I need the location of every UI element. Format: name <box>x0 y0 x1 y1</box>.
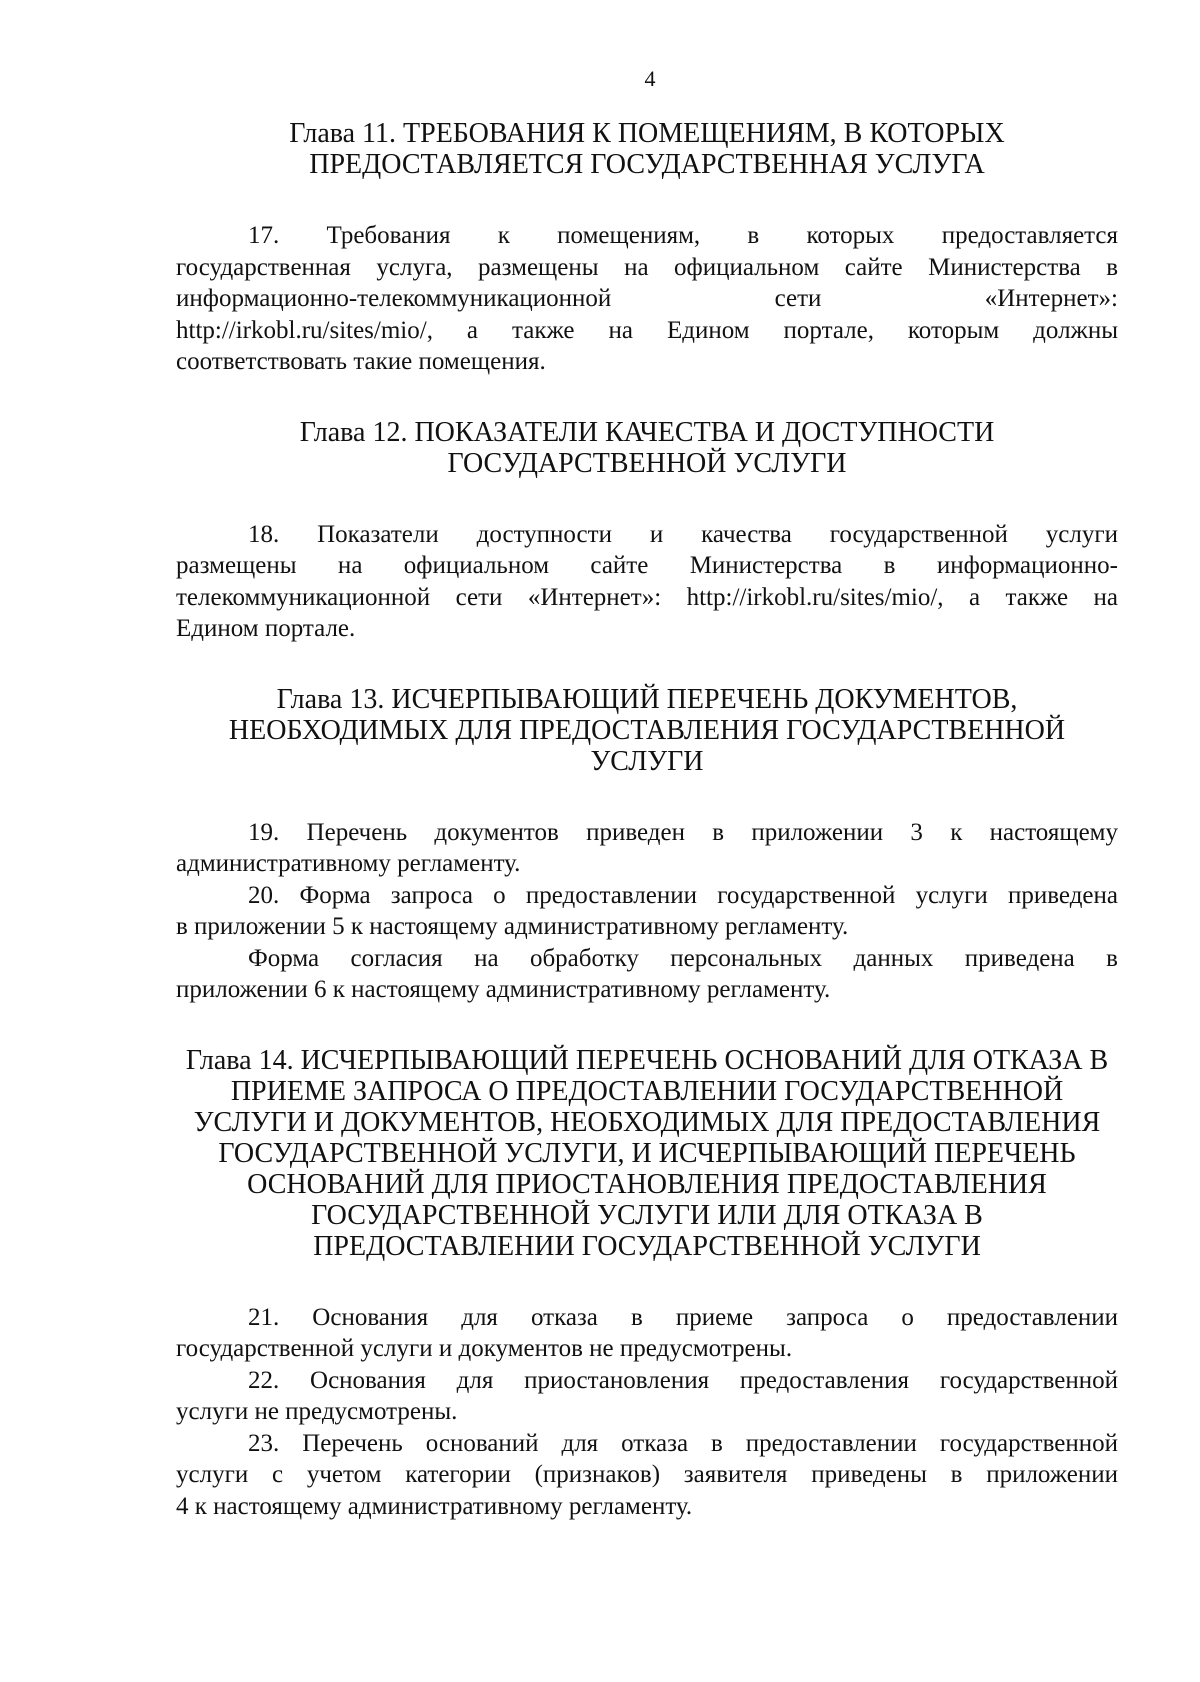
chapter-heading-line: Глава 14. ИСЧЕРПЫВАЮЩИЙ ПЕРЕЧЕНЬ ОСНОВАНИЙ ДЛЯ ОТКАЗА В <box>185 1044 1109 1076</box>
chapter-heading-line: ГОСУДАРСТВЕННОЙ УСЛУГИ <box>447 447 847 479</box>
paragraph-line: в приложении 5 к настоящему административному регламенту. <box>176 913 849 940</box>
document-body <box>176 118 1118 1522</box>
paragraph-17 <box>176 220 1118 378</box>
chapter-heading-line: УСЛУГИ И ДОКУМЕНТОВ, НЕОБХОДИМЫХ ДЛЯ ПРЕДОСТАВЛЕНИЯ <box>193 1106 1101 1138</box>
paragraph-21 <box>176 1302 1118 1365</box>
paragraph-18 <box>176 519 1118 645</box>
chapter-heading-line: УСЛУГИ <box>590 745 704 777</box>
paragraph-line: государственная услуга, размещены на официальном сайте Министерства в <box>176 253 1118 281</box>
chapter-11-heading <box>176 118 1118 180</box>
paragraph-line: 19. Перечень документов приведен в приложении 3 к настоящему <box>248 818 1118 846</box>
paragraph-line: 22. Основания для приостановления предоставления государственной <box>248 1366 1118 1394</box>
chapter-heading-line: ОСНОВАНИЙ ДЛЯ ПРИОСТАНОВЛЕНИЯ ПРЕДОСТАВЛЕНИЯ <box>247 1168 1047 1200</box>
paragraph-line: 4 к настоящему административному регламенту. <box>176 1492 693 1520</box>
paragraph-line: информационно-телекоммуникационной сети «Интернет»: <box>176 285 1118 312</box>
chapter-heading-line: ПРИЕМЕ ЗАПРОСА О ПРЕДОСТАВЛЕНИИ ГОСУДАРСТВЕННОЙ <box>230 1075 1064 1107</box>
paragraph-line: 23. Перечень оснований для отказа в предоставлении государственной <box>248 1429 1118 1457</box>
paragraph-line: административному регламенту. <box>176 850 521 877</box>
chapter-13-heading <box>176 684 1118 777</box>
chapter-14-heading <box>176 1045 1118 1262</box>
chapter-heading-line: Глава 13. ИСЧЕРПЫВАЮЩИЙ ПЕРЕЧЕНЬ ДОКУМЕНТОВ, <box>276 683 1018 715</box>
paragraph-line: соответствовать такие помещения. <box>176 348 546 375</box>
chapter-heading-line: НЕОБХОДИМЫХ ДЛЯ ПРЕДОСТАВЛЕНИЯ ГОСУДАРСТВЕННОЙ <box>228 714 1066 746</box>
chapter-heading-line: Глава 11. ТРЕБОВАНИЯ К ПОМЕЩЕНИЯМ, В КОТОРЫХ <box>289 118 1005 149</box>
paragraph-line: http://irkobl.ru/sites/mio/, а также на Едином портале, которым должны <box>176 316 1118 344</box>
paragraph-line: 21. Основания для отказа в приеме запроса о предоставлении <box>248 1303 1118 1331</box>
chapter-heading-line: Глава 12. ПОКАЗАТЕЛИ КАЧЕСТВА И ДОСТУПНОСТИ <box>299 416 995 448</box>
paragraph-line: Форма согласия на обработку персональных данных приведена в <box>248 944 1118 972</box>
chapter-heading-line: ГОСУДАРСТВЕННОЙ УСЛУГИ ИЛИ ДЛЯ ОТКАЗА В <box>311 1199 983 1231</box>
paragraph-20 <box>176 880 1118 943</box>
paragraph-line: государственной услуги и документов не предусмотрены. <box>176 1335 793 1362</box>
page-number: 4 <box>644 66 656 91</box>
chapter-heading-line: ПРЕДОСТАВЛЯЕТСЯ ГОСУДАРСТВЕННАЯ УСЛУГА <box>309 149 985 180</box>
paragraph-19 <box>176 817 1118 880</box>
paragraph-line: размещены на официальном сайте Министерства в информационно- <box>176 552 1118 579</box>
paragraph-line: Едином портале. <box>176 615 356 642</box>
paragraph-line: 20. Форма запроса о предоставлении государственной услуги приведена <box>248 881 1118 909</box>
paragraph-line: услуги не предусмотрены. <box>176 1398 458 1425</box>
chapter-heading-line: ГОСУДАРСТВЕННОЙ УСЛУГИ, И ИСЧЕРПЫВАЮЩИЙ ПЕРЕЧЕНЬ <box>218 1137 1076 1169</box>
paragraph-line: 17. Требования к помещениям, в которых предоставляется <box>248 222 1118 249</box>
paragraph-line: 18. Показатели доступности и качества государственной услуги <box>248 520 1118 548</box>
paragraph-23 <box>176 1428 1118 1523</box>
paragraph-20-consent <box>176 943 1118 1006</box>
chapter-heading-line: ПРЕДОСТАВЛЕНИИ ГОСУДАРСТВЕННОЙ УСЛУГИ <box>313 1230 981 1262</box>
paragraph-line: телекоммуникационной сети «Интернет»: http://irkobl.ru/sites/mio/, а также на <box>176 583 1118 611</box>
paragraph-line: приложении 6 к настоящему административному регламенту. <box>176 976 831 1003</box>
paragraph-22 <box>176 1365 1118 1428</box>
paragraph-line: услуги с учетом категории (признаков) заявителя приведены в приложении <box>176 1461 1118 1488</box>
chapter-12-heading <box>176 417 1118 479</box>
